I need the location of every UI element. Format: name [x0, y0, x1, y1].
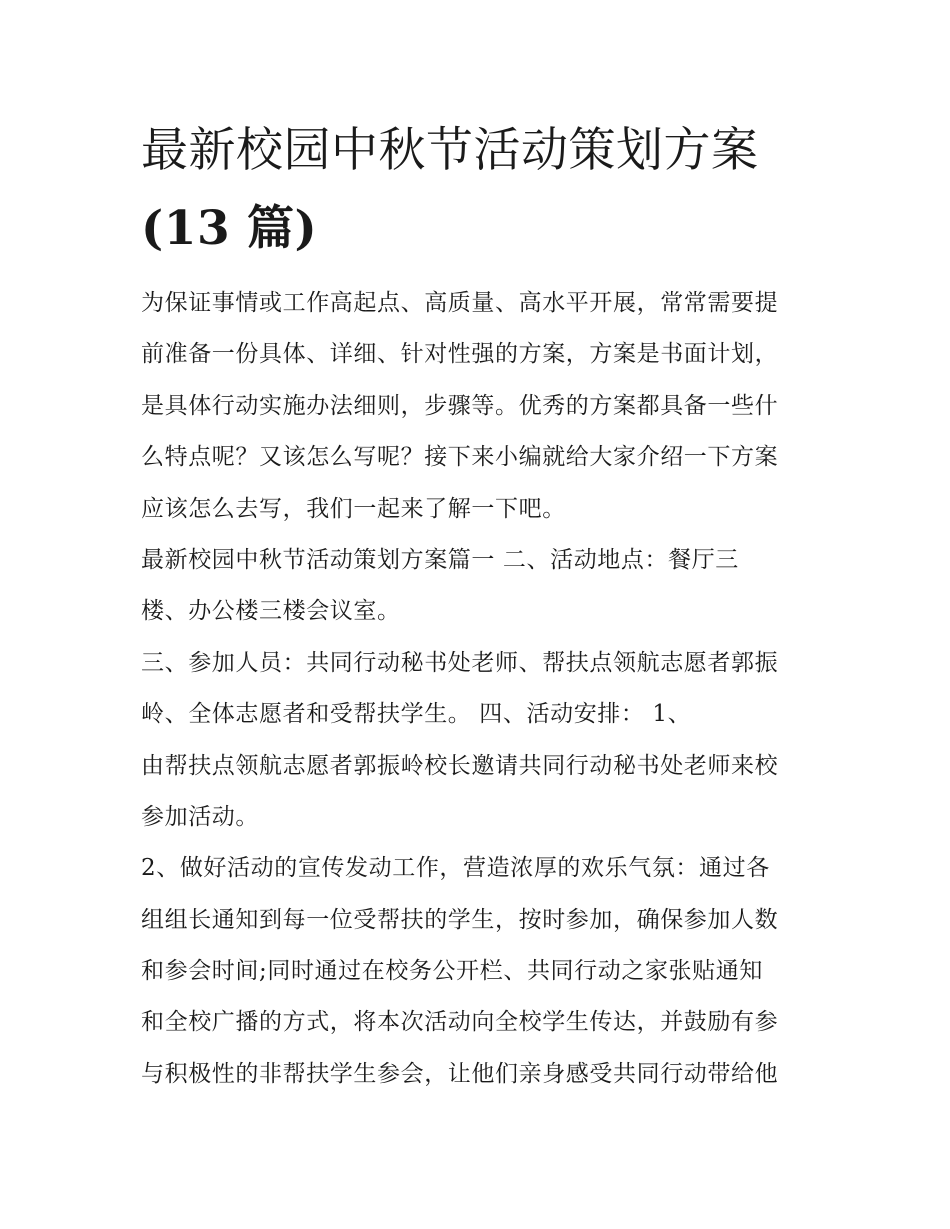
text-line: 与积极性的非帮扶学生参会，让他们亲身感受共同行动带给他 — [141, 1060, 779, 1087]
text-line: 为保证事情或工作高起点、高质量、高水平开展，常常需要提 — [141, 290, 779, 316]
title-line-2: (13 篇) — [141, 201, 318, 256]
text-line: 和参会时间;同时通过在校务公开栏、共同行动之家张贴通知 — [141, 958, 763, 985]
title-line-1: 最新校园中秋节活动策划方案 — [141, 123, 759, 178]
document-content — [141, 112, 821, 1100]
document-title — [141, 112, 821, 268]
text-line: 楼、办公楼三楼会议室。 — [141, 598, 401, 625]
text-line: 三、参加人员：共同行动秘书处老师、帮扶点领航志愿者郭振 — [141, 649, 779, 676]
text-line: 岭、全体志愿者和受帮扶学生。 四、活动安排： 1、 — [141, 701, 692, 728]
text-line: 参加活动。 — [141, 803, 259, 830]
text-line: 和全校广播的方式，将本次活动向全校学生传达，并鼓励有参 — [141, 1009, 779, 1036]
text-line: 么特点呢？又该怎么写呢？接下来小编就给大家介绍一下方案 — [141, 444, 779, 471]
text-line: 最新校园中秋节活动策划方案篇一 二、活动地点：餐厅三 — [141, 546, 739, 573]
text-line: 前准备一份具体、详细、针对性强的方案，方案是书面计划， — [141, 341, 779, 368]
text-line: 组组长通知到每一位受帮扶的学生，按时参加，确保参加人数 — [141, 906, 779, 933]
text-line: 是具体行动实施办法细则，步骤等。优秀的方案都具备一些什 — [141, 392, 779, 419]
body-text — [141, 278, 821, 1100]
text-line: 2、做好活动的宣传发动工作，营造浓厚的欢乐气氛：通过各 — [141, 855, 770, 882]
text-line: 由帮扶点领航志愿者郭振岭校长邀请共同行动秘书处老师来校 — [141, 752, 779, 779]
text-line: 应该怎么去写，我们一起来了解一下吧。 — [141, 495, 566, 522]
